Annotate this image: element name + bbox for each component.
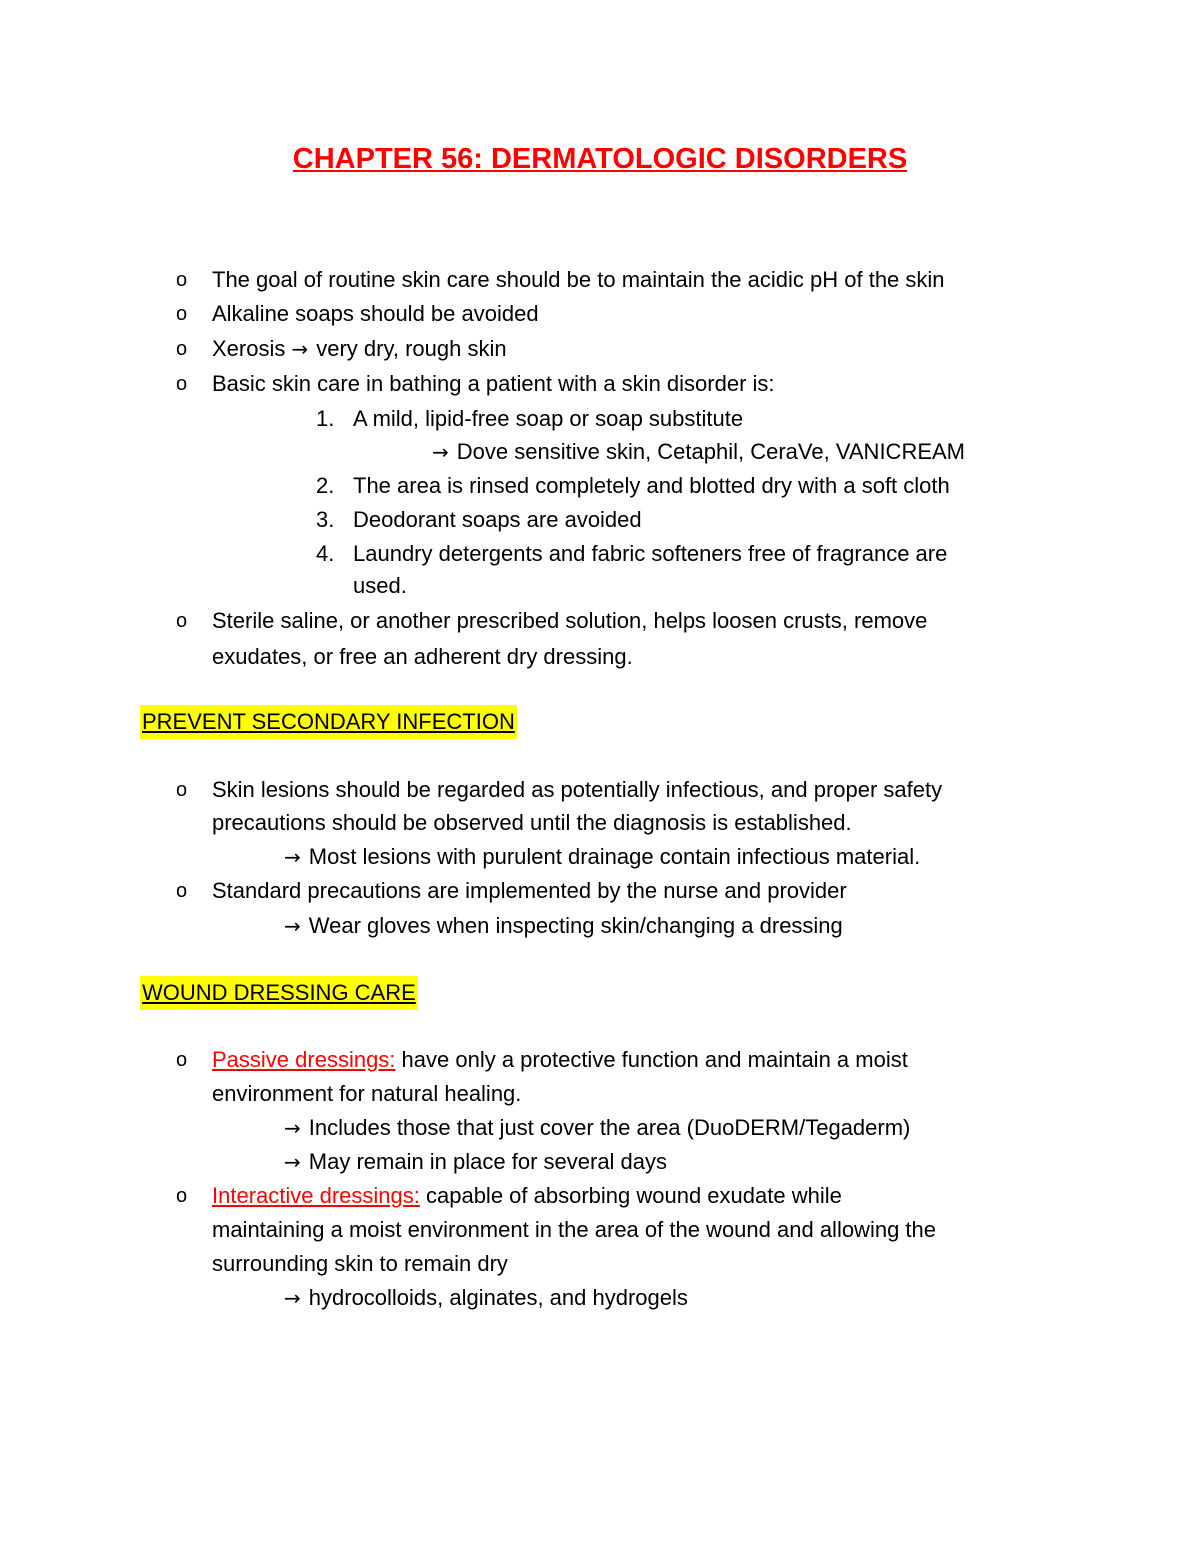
section-heading: PREVENT SECONDARY INFECTION	[140, 705, 517, 739]
step-number: 3.	[316, 507, 335, 532]
bullet-text: Sterile saline, or another prescribed solution, helps loosen crusts, remove	[212, 608, 928, 633]
bullet-text: Alkaline soaps should be avoided	[212, 301, 539, 326]
bullet-icon: o	[176, 338, 188, 360]
bullet-text: Basic skin care in bathing a patient with a skin disorder is:	[212, 371, 775, 396]
bullet-text-continued: precautions should be observed until the diagnosis is established.	[212, 810, 852, 835]
bullet-text-continued: surrounding skin to remain dry	[212, 1251, 508, 1276]
page-title: CHAPTER 56: DERMATOLOGIC DISORDERS	[292, 143, 908, 175]
bullet-icon: o	[176, 303, 188, 325]
bullet-text-continued: environment for natural healing.	[212, 1081, 522, 1106]
sub-point: → hydrocolloids, alginates, and hydrogels	[284, 1285, 688, 1310]
bullet-text-continued: exudates, or free an adherent dry dressing.	[212, 644, 633, 669]
bullet-icon: o	[176, 373, 188, 395]
bullet-text: Skin lesions should be regarded as potentially infectious, and proper safety	[212, 777, 943, 802]
section-heading: WOUND DRESSING CARE	[140, 976, 418, 1010]
arrow-icon: →	[284, 845, 301, 869]
bullet-text	[212, 332, 507, 366]
step-number: 1.	[316, 406, 335, 431]
arrow-icon: →	[432, 440, 449, 464]
step-text: The area is rinsed completely and blotted dry with a soft cloth	[353, 473, 950, 498]
term: Passive dressings:	[212, 1047, 396, 1072]
arrow-icon: →	[284, 914, 301, 938]
bullet-icon: o	[176, 269, 188, 291]
sub-point: → Includes those that just cover the area (DuoDERM/Tegaderm)	[284, 1115, 911, 1140]
sub-point: → Dove sensitive skin, Cetaphil, CeraVe, VANICREAM	[432, 439, 965, 464]
step-number: 4.	[316, 541, 335, 566]
arrow-icon: →	[284, 1286, 301, 1310]
bullet-icon: o	[176, 1185, 188, 1207]
step-text-continued: used.	[353, 573, 407, 598]
bullet-icon: o	[176, 610, 188, 632]
bullet-icon: o	[176, 880, 188, 902]
bullet-text: Passive dressings: have only a protective function and maintain a moist	[212, 1047, 908, 1072]
term: Xerosis	[212, 336, 286, 361]
arrow-icon: →	[291, 337, 309, 361]
definition: very dry, rough skin	[316, 336, 507, 361]
step-text: A mild, lipid-free soap or soap substitute	[353, 406, 744, 431]
sub-point: → Most lesions with purulent drainage contain infectious material.	[284, 844, 921, 869]
sub-point: → May remain in place for several days	[284, 1149, 668, 1174]
bullet-text: Interactive dressings: capable of absorbing wound exudate while	[212, 1183, 842, 1208]
term: Interactive dressings:	[212, 1183, 420, 1208]
arrow-icon: →	[284, 1116, 301, 1140]
arrow-icon: →	[284, 1150, 301, 1174]
bullet-text: Standard precautions are implemented by the nurse and provider	[212, 878, 847, 903]
step-text: Deodorant soaps are avoided	[353, 507, 642, 532]
bullet-icon: o	[176, 779, 188, 801]
bullet-text: The goal of routine skin care should be to maintain the acidic pH of the skin	[212, 267, 945, 292]
step-text: Laundry detergents and fabric softeners free of fragrance are	[353, 541, 948, 566]
bullet-icon: o	[176, 1049, 188, 1071]
sub-point: → Wear gloves when inspecting skin/changing a dressing	[284, 913, 843, 938]
bullet-text-continued: maintaining a moist environment in the area of the wound and allowing the	[212, 1217, 937, 1242]
step-number: 2.	[316, 473, 335, 498]
